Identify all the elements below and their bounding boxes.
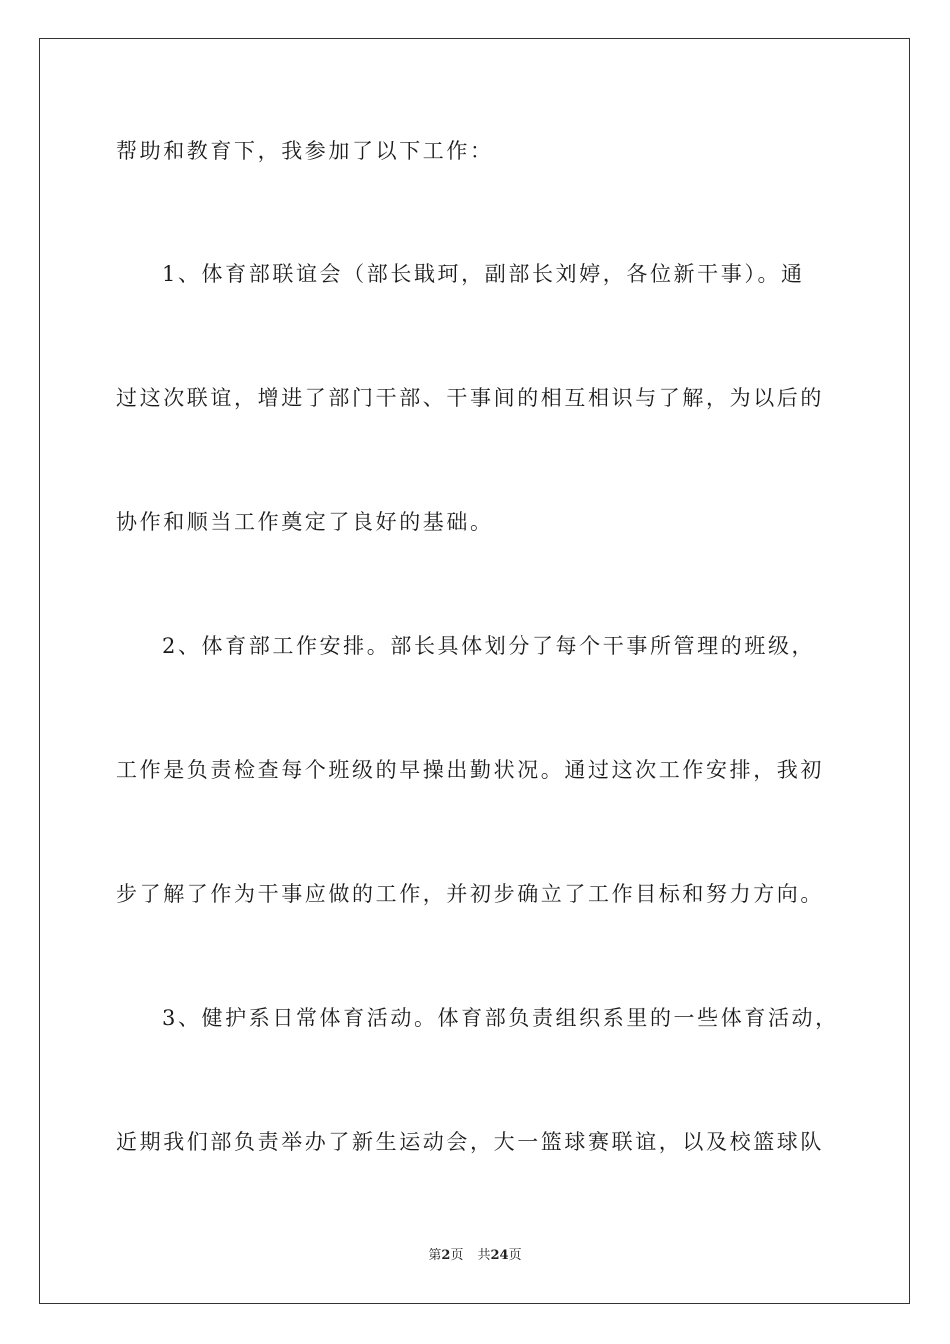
page-footer: [0, 1247, 950, 1265]
total-suffix: 页: [508, 1248, 522, 1263]
total-prefix: 共: [477, 1248, 491, 1263]
text-line: 过这次联谊，增进了部门干部、干事间的相互相识与了解，为以后的: [116, 386, 824, 410]
total-pages: 24: [490, 1248, 509, 1263]
text-line: 近期我们部负责举办了新生运动会，大一篮球赛联谊，以及校篮球队: [116, 1130, 824, 1154]
text-line: 协作和顺当工作奠定了良好的基础。: [116, 510, 494, 534]
text-line: 2、体育部工作安排。部长具体划分了每个干事所管理的班级，: [162, 634, 816, 658]
page-suffix: 页: [450, 1248, 464, 1263]
page-number: 2: [441, 1248, 451, 1263]
text-line: 3、健护系日常体育活动。体育部负责组织系里的一些体育活动，: [162, 1006, 839, 1030]
page-border: [39, 38, 910, 1304]
text-line: 帮助和教育下，我参加了以下工作：: [116, 139, 494, 163]
text-line: 1、体育部联谊会（部长戢珂，副部长刘婷，各位新干事）。通: [162, 262, 805, 286]
text-line: 步了解了作为干事应做的工作，并初步确立了工作目标和努力方向。: [116, 882, 824, 906]
page-prefix: 第: [428, 1248, 442, 1263]
text-line: 工作是负责检查每个班级的早操出勤状况。通过这次工作安排，我初: [116, 758, 824, 782]
